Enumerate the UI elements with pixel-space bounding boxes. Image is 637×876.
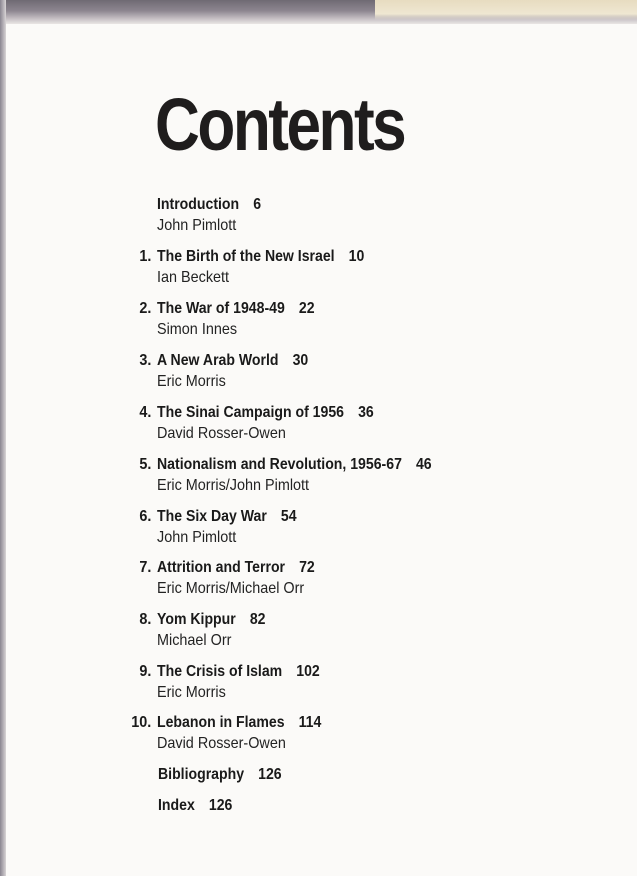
entry-title: The Sinai Campaign of 1956	[157, 404, 344, 421]
entry-title-line	[157, 662, 320, 682]
entry-title: Attrition and Terror	[157, 559, 286, 576]
entry-title: Index	[158, 797, 195, 814]
toc-entry-introduction[interactable]	[0, 195, 637, 239]
entry-title-line	[157, 713, 321, 733]
entry-number: 9.	[138, 663, 151, 680]
entry-title-line	[158, 796, 232, 816]
entry-number: 6.	[138, 508, 151, 525]
page-title: Contents	[155, 83, 405, 166]
entry-author: John Pimlott	[157, 217, 237, 234]
entry-author: David Rosser-Owen	[157, 425, 286, 442]
entry-page-number: 46	[415, 456, 432, 473]
entry-title: The Crisis of Islam	[157, 663, 283, 680]
entry-page-number: 72	[299, 559, 315, 576]
entry-author: John Pimlott	[157, 529, 237, 546]
entry-title-line	[157, 195, 261, 215]
entry-page-number: 126	[258, 766, 282, 783]
entry-author: Eric Morris	[157, 373, 226, 390]
entry-page-number: 126	[208, 797, 233, 814]
entry-author: Michael Orr	[157, 632, 232, 649]
entry-title: The Birth of the New Israel	[157, 248, 335, 265]
toc-entry-chapter-7[interactable]	[0, 558, 637, 602]
entry-page-number: 30	[292, 352, 309, 369]
toc-entry-chapter-5[interactable]	[0, 455, 637, 499]
entry-title-line	[157, 507, 297, 527]
entry-title: The War of 1948-49	[157, 300, 285, 317]
entry-title-line	[158, 765, 282, 785]
entry-title: Yom Kippur	[157, 611, 236, 628]
entry-number: 1.	[138, 248, 151, 265]
entry-title-line	[157, 455, 432, 475]
entry-title-line	[157, 299, 315, 319]
entry-author: Simon Innes	[157, 321, 238, 338]
entry-page-number: 22	[298, 300, 315, 317]
entry-title: Lebanon in Flames	[157, 714, 285, 731]
toc-entry-chapter-10[interactable]	[0, 713, 637, 757]
entry-author: Ian Beckett	[157, 269, 230, 286]
entry-page-number: 114	[298, 714, 322, 731]
entry-author: Eric Morris/Michael Orr	[157, 580, 305, 597]
entry-title-line	[157, 558, 315, 578]
entry-number: 10.	[130, 714, 151, 731]
entry-title: Bibliography	[158, 766, 245, 783]
entry-author: Eric Morris	[157, 684, 226, 701]
entry-page-number: 54	[280, 508, 297, 525]
toc-entry-index[interactable]	[0, 796, 637, 840]
toc-entry-chapter-2[interactable]	[0, 299, 637, 343]
entry-title: The Six Day War	[157, 508, 267, 525]
toc-entry-chapter-9[interactable]	[0, 662, 637, 706]
toc-entry-chapter-1[interactable]	[0, 247, 637, 291]
entry-number: 2.	[138, 300, 151, 317]
entry-page-number: 6	[253, 196, 262, 213]
entry-title: Nationalism and Revolution, 1956-67	[157, 456, 402, 473]
toc-entry-chapter-6[interactable]	[0, 507, 637, 551]
entry-title: A New Arab World	[157, 352, 279, 369]
entry-title-line	[157, 351, 308, 371]
toc-entry-chapter-8[interactable]	[0, 610, 637, 654]
entry-author: David Rosser-Owen	[157, 735, 286, 752]
entry-number: 4.	[138, 404, 151, 421]
toc-entry-chapter-4[interactable]	[0, 403, 637, 447]
entry-number: 5.	[138, 456, 151, 473]
entry-number: 8.	[138, 611, 151, 628]
entry-number: 7.	[138, 559, 151, 576]
entry-title: Introduction	[157, 196, 240, 213]
entry-author: Eric Morris/John Pimlott	[157, 477, 310, 494]
entry-title-line	[157, 403, 374, 423]
entry-page-number: 10	[348, 248, 365, 265]
entry-page-number: 36	[358, 404, 374, 421]
entry-title-line	[157, 247, 364, 267]
toc-entry-chapter-3[interactable]	[0, 351, 637, 395]
entry-number: 3.	[138, 352, 151, 369]
entry-title-line	[157, 610, 265, 630]
entry-page-number: 102	[296, 663, 320, 680]
entry-page-number: 82	[249, 611, 266, 628]
